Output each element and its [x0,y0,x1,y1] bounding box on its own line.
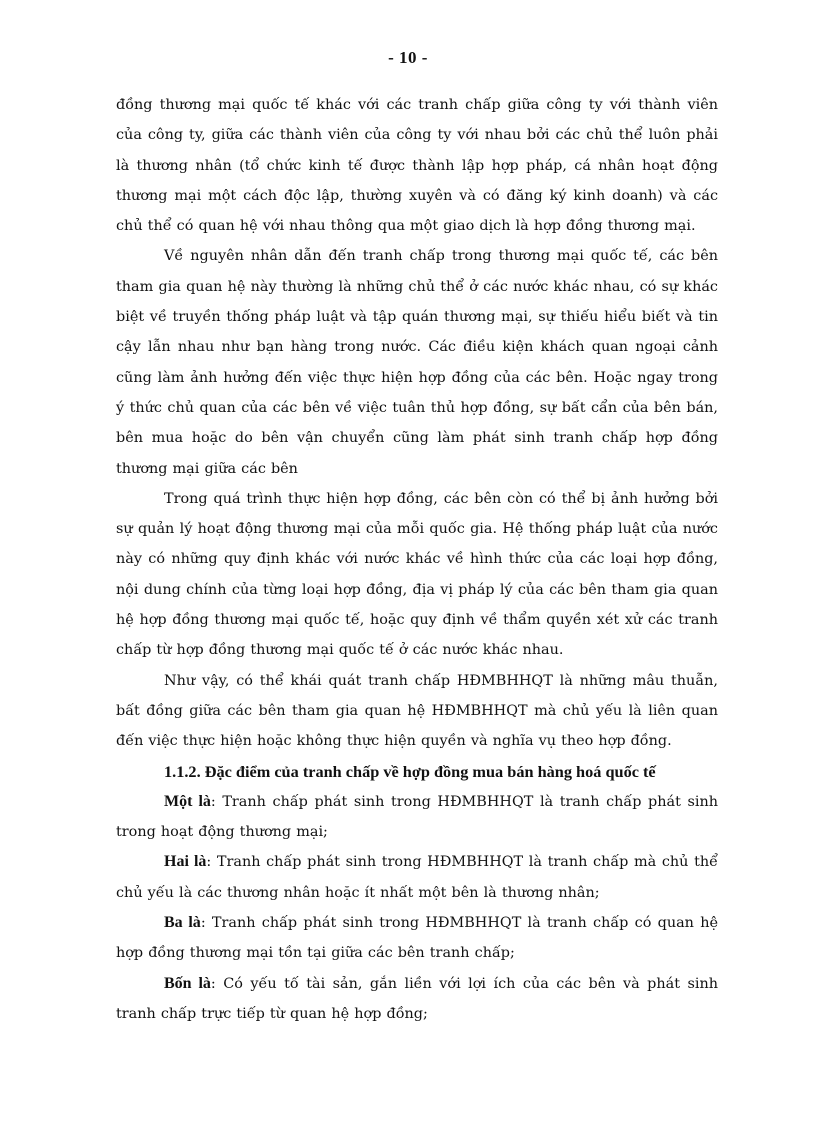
feature-item-1 [116,787,718,848]
feature-lead-1: Một là [164,792,211,810]
feature-lead-4: Bốn là [164,974,211,992]
feature-item-3 [116,908,718,969]
page-number: - 10 - [388,48,428,67]
feature-lead-3: Ba là [164,914,201,932]
feature-text-3: : Tranh chấp phát sinh trong HĐMBHHQT là tranh chấp có quan hệ hợp đồng thương mại tồn tại giữa các bên tranh chấp; [116,915,718,962]
feature-text-4: : Có yếu tố tài sản, gắn liền với lợi ích của các bên và phát sinh tranh chấp trực tiếp từ quan hệ hợp đồng; [116,975,718,1022]
section-heading: 1.1.2. Đặc điểm của tranh chấp về hợp đồng mua bán hàng hoá quốc tế [164,761,656,781]
feature-lead-2: Hai là [164,853,207,871]
feature-item-2 [116,847,718,908]
paragraph-definition: Như vậy, có thể khái quát tranh chấp HĐMBHHQT là những mâu thuẫn, bất đồng giữa các bên tham gia quan hệ HĐMBHHQT mà chủ yếu là liên quan đến việc thực hiện hoặc không thực hiện quyền và nghĩa vụ theo hợp đồng. [116,672,718,750]
feature-text-1: : Tranh chấp phát sinh trong HĐMBHHQT là tranh chấp phát sinh trong hoạt động thương mại; [116,793,718,841]
page-content [116,90,718,1029]
feature-item-4 [116,969,718,1030]
feature-text-2: : Tranh chấp phát sinh trong HĐMBHHQT là tranh chấp mà chủ thể chủ yếu là các thương nhân hoặc ít nhất một bên là thương nhân; [116,854,718,901]
paragraph-performance: Trong quá trình thực hiện hợp đồng, các bên còn có thể bị ảnh hưởng bởi sự quản lý hoạt động thương mại của mỗi quốc gia. Hệ thống pháp luật của nước này có những quy định khác với nước khác về hình thức của các loại hợp đồng, nội dung chính của từng loại hợp đồng, địa vị pháp lý của các bên tham gia quan hệ hợp đồng thương mại quốc tế, hoặc quy định về thẩm quyền xét xử các tranh chấp từ hợp đồng thương mại quốc tế ở các nước khác nhau. [116,490,718,659]
paragraph-causes: Về nguyên nhân dẫn đến tranh chấp trong thương mại quốc tế, các bên tham gia quan hệ này thường là những chủ thể ở các nước khác nhau, có sự khác biệt về truyền thống pháp luật và tập quán thương mại, sự thiếu hiểu biết và tin cậy lẫn nhau như bạn hàng trong nước. Các điều kiện khách quan ngoại cảnh cũng làm ảnh hưởng đến việc thực hiện hợp đồng của các bên. Hoặc ngay trong ý thức chủ quan của các bên về việc tuân thủ hợp đồng, sự bất cẩn của bên bán, bên mua hoặc do bên vận chuyển cũng làm phát sinh tranh chấp hợp đồng thương mại giữa các bên [116,248,718,477]
paragraph-continuation: đồng thương mại quốc tế khác với các tranh chấp giữa công ty với thành viên của công ty, giữa các thành viên của công ty với nhau bởi các chủ thể luôn phải là thương nhân (tổ chức kinh tế được thành lập hợp pháp, cá nhân hoạt động thương mại một cách độc lập, thường xuyên và có đăng ký kinh doanh) và các chủ thể có quan hệ với nhau thông qua một giao dịch là hợp đồng thương mại. [116,97,718,235]
